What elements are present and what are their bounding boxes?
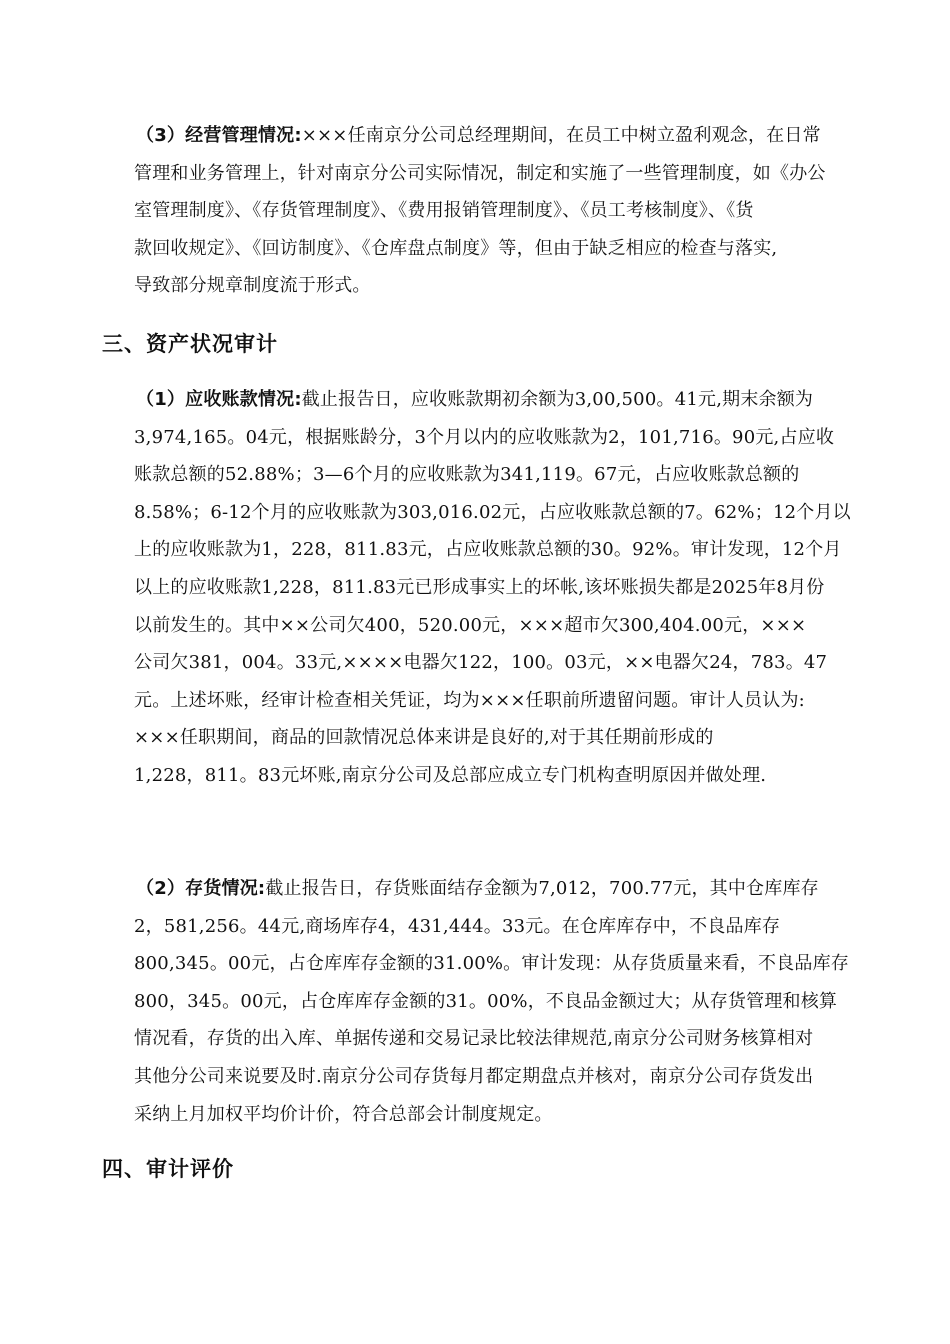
receivables-line-10: ×××任职期间，商品的回款情况总体来讲是良好的,对于其任期前形成的 — [134, 727, 714, 749]
management-label: （3）经营管理情况: — [136, 125, 302, 146]
management-line-2: 管理和业务管理上，针对南京分公司实际情况，制定和实施了一些管理制度，如《办公 — [134, 162, 826, 184]
heading-asset-audit: 三、资产状况审计 — [102, 332, 278, 356]
inventory-line-6: 其他分公司来说要及时.南京分公司存货每月都定期盘点并核对，南京分公司存货发出 — [134, 1065, 814, 1087]
inventory-line-1 — [134, 870, 862, 908]
receivables-line-4: 8.58%；6-12个月的应收账款为303,016.02元，占应收账款总额的7。62%；12个月以 — [134, 501, 851, 523]
receivables-line-2: 3,974,165。04元，根据账龄分，3个月以内的应收账款为2，101,716。90元,占应收 — [134, 426, 835, 448]
receivables-line-9: 元。上述坏账，经审计检查相关凭证，均为×××任职前所遗留问题。审计人员认为: — [134, 689, 805, 711]
management-line-5: 导致部分规章制度流于形式。 — [134, 275, 371, 297]
heading-audit-evaluation: 四、审计评价 — [102, 1157, 234, 1181]
receivables-line-5: 上的应收账款为1，228，811.83元，占应收账款总额的30。92%。审计发现，12个月 — [134, 539, 842, 561]
management-line-3: 室管理制度》、《存货管理制度》、《费用报销管理制度》、《员工考核制度》、《货 — [134, 200, 754, 222]
inventory-line-2: 2，581,256。44元,商场库存4，431,444。33元。在仓库库存中，不良品库存 — [134, 915, 781, 937]
management-line-4: 款回收规定》、《回访制度》、《仓库盘点制度》等，但由于缺乏相应的检查与落实, — [134, 237, 778, 259]
management-paragraph — [134, 117, 862, 305]
inventory-line-3: 800,345。00元，占仓库库存金额的31.00%。审计发现：从存货质量来看，不良品库存 — [134, 953, 849, 975]
management-line-1 — [134, 117, 862, 155]
receivables-line-8: 公司欠381，004。33元,××××电器欠122，100。03元，××电器欠24，783。47 — [134, 652, 828, 674]
inventory-line-4: 800，345。00元，占仓库库存金额的31。00%，不良品金额过大；从存货管理和核算 — [134, 990, 838, 1012]
receivables-line-11: 1,228，811。83元坏账,南京分公司及总部应成立专门机构查明原因并做处理. — [134, 764, 767, 786]
inventory-text: 截止报告日，存货账面结存金额为7,012，700.77元，其中仓库库存 — [265, 878, 819, 899]
management-text: ×××任南京分公司总经理期间，在员工中树立盈利观念，在日常 — [301, 125, 821, 146]
receivables-paragraph — [134, 381, 862, 795]
inventory-label: （2）存货情况: — [136, 878, 266, 899]
receivables-text: 截止报告日，应收账款期初余额为3,00,500。41元,期末余额为 — [301, 389, 814, 410]
receivables-line-1 — [134, 381, 862, 419]
receivables-label: （1）应收账款情况: — [136, 389, 302, 410]
receivables-line-6: 以上的应收账款1,228，811.83元已形成事实上的坏帐,该坏账损失都是2025年8月份 — [134, 576, 825, 598]
inventory-line-5: 情况看，存货的出入库、单据传递和交易记录比较法律规范,南京分公司财务核算相对 — [134, 1028, 814, 1050]
inventory-paragraph — [134, 870, 862, 1133]
inventory-line-7: 采纳上月加权平均价计价，符合总部会计制度规定。 — [134, 1103, 553, 1125]
receivables-line-3: 账款总额的52.88%；3—6个月的应收账款为341,119。67元，占应收账款总额的 — [134, 464, 800, 486]
receivables-line-7: 以前发生的。其中××公司欠400，520.00元，×××超市欠300,404.00元，××× — [134, 614, 807, 636]
